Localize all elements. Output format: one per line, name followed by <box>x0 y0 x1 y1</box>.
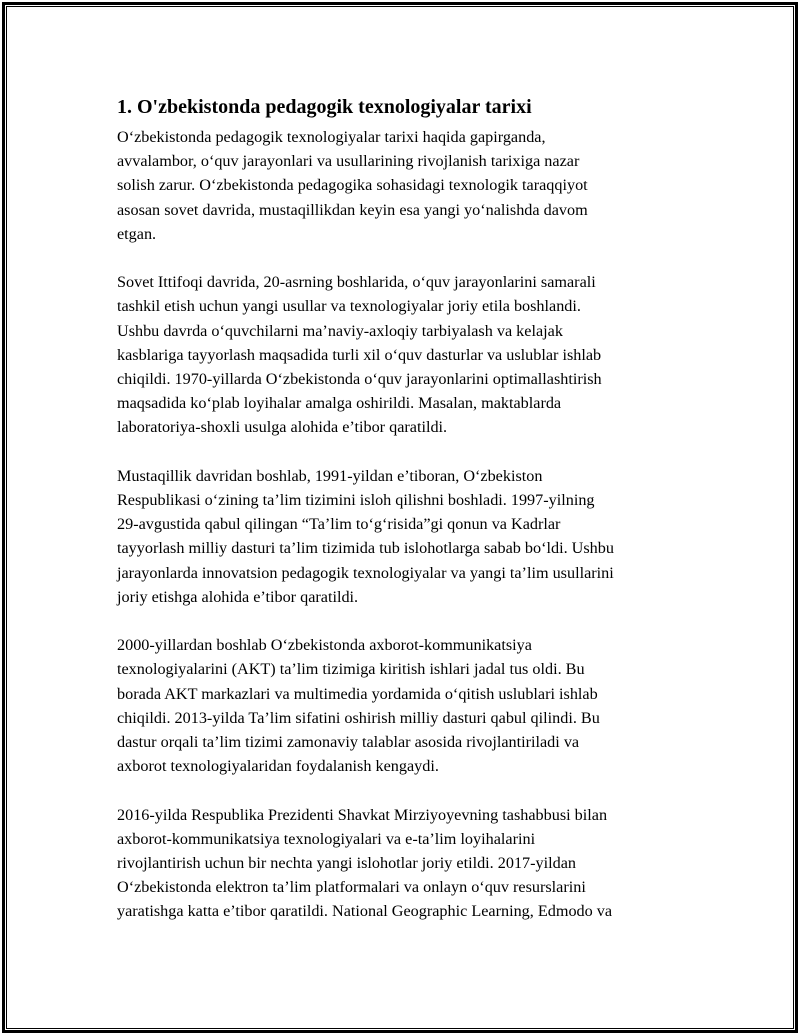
paragraph-line: avvalambor, o‘quv jarayonlari va usullarining rivojlanish tarixiga nazar <box>117 152 580 171</box>
paragraph-line: 2000-yillardan boshlab O‘zbekistonda axborot-kommunikatsiya <box>117 636 532 655</box>
paragraph-line: dastur orqali ta’lim tizimi zamonaviy talablar asosida rivojlantiriladi va <box>117 733 580 752</box>
paragraph-line: laboratoriya-shoxli usulga alohida e’tibor qaratildi. <box>117 418 448 437</box>
paragraph-line: joriy etishga alohida e’tibor qaratildi. <box>117 587 359 606</box>
paragraph-line: Sovet Ittifoqi davrida, 20-asrning boshlarida, o‘quv jarayonlarini samarali <box>117 273 596 292</box>
paragraph-line: chiqildi. 1970-yillarda O‘zbekistonda o‘quv jarayonlarini optimallashtirish <box>117 370 602 389</box>
paragraph-line: axborot-kommunikatsiya texnologiyalari va e-ta’lim loyihalarini <box>117 829 536 848</box>
paragraph <box>117 633 697 778</box>
document-body <box>117 93 697 948</box>
paragraph-line: borada AKT markazlari va multimedia yordamida o‘qitish uslublari ishlab <box>117 684 598 703</box>
paragraph-line: O‘zbekistonda pedagogik texnologiyalar tarixi haqida gapirganda, <box>117 128 546 146</box>
paragraph-line: texnologiyalarini (AKT) ta’lim tizimiga kiritish ishlari jadal tus oldi. Bu <box>117 660 585 679</box>
paragraph-line: maqsadida ko‘plab loyihalar amalga oshirildi. Masalan, maktablarda <box>117 394 562 413</box>
paragraph <box>117 270 697 439</box>
paragraph-line: Ushbu davrda o‘quvchilarni ma’naviy-axloqiy tarbiyalash va kelajak <box>117 321 563 340</box>
paragraph-line: 29-avgustida qabul qilingan “Ta’lim to‘g‘risida”gi qonun va Kadrlar <box>117 515 561 534</box>
section-heading: 1. O'zbekistonda pedagogik texnologiyalar tarixi <box>117 96 532 118</box>
paragraph-line: yaratishga katta e’tibor qaratildi. National Geographic Learning, Edmodo va <box>117 902 613 921</box>
paragraph-line: axborot texnologiyalaridan foydalanish kengaydi. <box>117 757 439 776</box>
paragraph-line: O‘zbekistonda elektron ta’lim platformalari va onlayn o‘quv resurslarini <box>117 878 586 897</box>
paragraph-line: etgan. <box>117 224 157 243</box>
paragraph-line: kasblariga tayyorlash maqsadida turli xil o‘quv dasturlar va uslublar ishlab <box>117 345 602 364</box>
paragraph <box>117 803 697 924</box>
paragraph-line: 2016-yilda Respublika Prezidenti Shavkat Mirziyoyevning tashabbusi bilan <box>117 805 608 824</box>
paragraph-line: chiqildi. 2013-yilda Ta’lim sifatini oshirish milliy dasturi qabul qilindi. Bu <box>117 708 600 727</box>
paragraph-container <box>117 125 697 924</box>
paragraph-line: rivojlantirish uchun bir nechta yangi islohotlar joriy etildi. 2017-yildan <box>117 854 577 873</box>
paragraph-line: jarayonlarda innovatsion pedagogik texnologiyalar va yangi ta’lim usullarini <box>117 563 614 582</box>
paragraph-line: tayyorlash milliy dasturi ta’lim tizimida tub islohotlarga sabab bo‘ldi. Ushbu <box>117 539 614 558</box>
paragraph-line: asosan sovet davrida, mustaqillikdan keyin esa yangi yo‘nalishda davom <box>117 200 588 219</box>
paragraph-line: tashkil etish uchun yangi usullar va texnologiyalar joriy etila boshlandi. <box>117 297 581 316</box>
paragraph <box>117 125 697 246</box>
paragraph-line: solish zarur. O‘zbekistonda pedagogika sohasidagi texnologik taraqqiyot <box>117 176 588 195</box>
paragraph-line: Mustaqillik davridan boshlab, 1991-yildan e’tiboran, O‘zbekiston <box>117 466 543 485</box>
paragraph-line: Respublikasi o‘zining ta’lim tizimini isloh qilishni boshladi. 1997-yilning <box>117 491 595 510</box>
paragraph <box>117 464 697 609</box>
